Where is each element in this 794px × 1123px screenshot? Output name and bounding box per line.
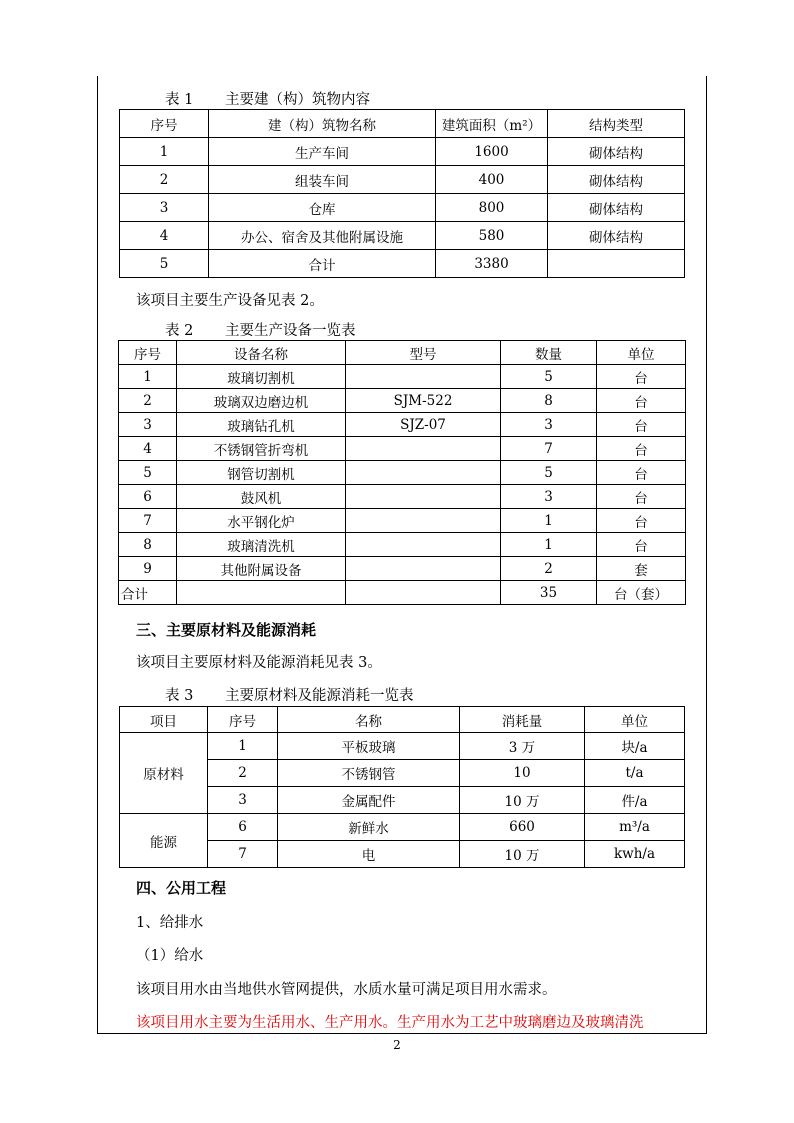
table-cell: 1 (208, 733, 278, 760)
table-cell: 2 (501, 557, 597, 581)
table-cell: 10 万 (460, 787, 585, 814)
table-cell: 玻璃清洗机 (177, 533, 346, 557)
table-cell: 电 (278, 841, 460, 868)
table-cell: 3 万 (460, 733, 585, 760)
table-cell: 4 (120, 222, 209, 250)
table1-header: 结构类型 (548, 110, 685, 138)
table-cell: 台 (597, 485, 686, 509)
table-cell: 7 (208, 841, 278, 868)
table-row (119, 413, 686, 437)
table-cell: 台 (597, 413, 686, 437)
table-cell: 5 (119, 461, 177, 485)
table2-header-row (119, 341, 686, 365)
table1-title: 主要建（构）筑物内容 (225, 92, 370, 108)
table-cell: 8 (119, 533, 177, 557)
table-cell: 3 (120, 194, 209, 222)
paragraph-water-source: 该项目用水由当地供水管网提供，水质水量可满足项目用水需求。 (136, 982, 557, 998)
table-cell: 组装车间 (209, 166, 436, 194)
table-cell: 2 (119, 389, 177, 413)
group-raw-materials: 原材料 (120, 733, 208, 814)
table-row (119, 461, 686, 485)
table-cell: SJZ-07 (346, 413, 501, 437)
table-cell: 5 (501, 365, 597, 389)
table-cell: 砌体结构 (548, 166, 685, 194)
table-cell: 2 (120, 166, 209, 194)
table-cell: 3 (501, 413, 597, 437)
table-cell (346, 485, 501, 509)
table1-label: 表 1 (165, 92, 194, 108)
table-cell: 800 (436, 194, 548, 222)
table-cell: 6 (119, 485, 177, 509)
table-cell: 9 (119, 557, 177, 581)
table-row (120, 222, 685, 250)
table3-caption (165, 684, 414, 705)
table-cell: 玻璃双边磨边机 (177, 389, 346, 413)
table-cell: 砌体结构 (548, 222, 685, 250)
section3-heading: 三、主要原材料及能源消耗 (136, 621, 317, 639)
table-cell: 5 (501, 461, 597, 485)
table3-header: 消耗量 (460, 707, 585, 733)
table-cell: 10 万 (460, 841, 585, 868)
table-cell: 660 (460, 814, 585, 841)
table-row (120, 166, 685, 194)
table-row (120, 814, 685, 841)
table3-header: 项目 (120, 707, 208, 733)
table-cell: t/a (585, 760, 685, 787)
table-cell: 1 (501, 509, 597, 533)
table-cell: 1 (119, 365, 177, 389)
table-cell: kwh/a (585, 841, 685, 868)
table-cell: 不锈钢管 (278, 760, 460, 787)
table-row (119, 533, 686, 557)
table1-header: 建（构）筑物名称 (209, 110, 436, 138)
table-cell: 7 (501, 437, 597, 461)
table-row (119, 509, 686, 533)
table-cell: 其他附属设备 (177, 557, 346, 581)
table-row (119, 365, 686, 389)
table-cell: 5 (120, 250, 209, 278)
table-cell: 35 (501, 581, 597, 605)
table-row-total (119, 581, 686, 605)
paragraph-equipment: 该项目主要生产设备见表 2。 (136, 293, 324, 309)
table-cell: 金属配件 (278, 787, 460, 814)
table-cell: 台（套） (597, 581, 686, 605)
subheading-water-supply-drainage: 1、给排水 (136, 915, 204, 931)
table-cell: 办公、宿舍及其他附属设施 (209, 222, 436, 250)
table-cell: 砌体结构 (548, 194, 685, 222)
table-row (119, 485, 686, 509)
paragraph-materials: 该项目主要原材料及能源消耗见表 3。 (136, 655, 382, 671)
table-cell: 玻璃切割机 (177, 365, 346, 389)
table-cell: 8 (501, 389, 597, 413)
subheading-water-supply: （1）给水 (136, 948, 204, 964)
table-cell (346, 557, 501, 581)
page-number: 2 (393, 1038, 401, 1052)
table-cell: 钢管切割机 (177, 461, 346, 485)
table-cell: 仓库 (209, 194, 436, 222)
table2-caption (165, 319, 356, 340)
table-row (120, 138, 685, 166)
table2-label: 表 2 (165, 323, 194, 339)
table3-label: 表 3 (165, 688, 194, 704)
table-cell: 合计 (209, 250, 436, 278)
table3-header: 名称 (278, 707, 460, 733)
table-cell (346, 365, 501, 389)
table-cell: 台 (597, 437, 686, 461)
table1-caption (165, 88, 370, 109)
table-cell: 台 (597, 509, 686, 533)
table-cell: 件/a (585, 787, 685, 814)
table-cell: 3 (119, 413, 177, 437)
table2-header: 型号 (346, 341, 501, 365)
table2 (118, 340, 686, 605)
table-cell: 台 (597, 365, 686, 389)
table-cell (346, 437, 501, 461)
table-cell: 套 (597, 557, 686, 581)
table-cell: 4 (119, 437, 177, 461)
table-cell: 鼓风机 (177, 485, 346, 509)
table3-header: 序号 (208, 707, 278, 733)
table-cell: m³/a (585, 814, 685, 841)
table3 (119, 706, 685, 868)
table-cell (346, 533, 501, 557)
table-cell: 1 (501, 533, 597, 557)
table-cell (177, 581, 346, 605)
table2-header: 设备名称 (177, 341, 346, 365)
table-cell: 3380 (436, 250, 548, 278)
table1-header: 序号 (120, 110, 209, 138)
table2-title: 主要生产设备一览表 (225, 323, 356, 339)
table-cell: 合计 (119, 581, 177, 605)
table-cell: 400 (436, 166, 548, 194)
table1 (119, 109, 685, 278)
table-cell: 不锈钢管折弯机 (177, 437, 346, 461)
group-energy: 能源 (120, 814, 208, 868)
table-cell (548, 250, 685, 278)
table3-header: 单位 (585, 707, 685, 733)
table-row (120, 250, 685, 278)
table-cell: 台 (597, 389, 686, 413)
table-cell (346, 461, 501, 485)
table-cell: SJM-522 (346, 389, 501, 413)
table-cell: 1 (120, 138, 209, 166)
table-cell: 3 (208, 787, 278, 814)
table1-header-row (120, 110, 685, 138)
table-cell: 7 (119, 509, 177, 533)
table-cell: 生产车间 (209, 138, 436, 166)
table-cell (346, 509, 501, 533)
paragraph-water-usage: 该项目用水主要为生活用水、生产用水。生产用水为工艺中玻璃磨边及玻璃清洗 (136, 1015, 644, 1031)
table-cell: 新鲜水 (278, 814, 460, 841)
table-cell: 10 (460, 760, 585, 787)
table3-header-row (120, 707, 685, 733)
table-row (119, 557, 686, 581)
table-cell: 台 (597, 461, 686, 485)
table-cell: 2 (208, 760, 278, 787)
table-cell: 3 (501, 485, 597, 509)
table-cell: 580 (436, 222, 548, 250)
table2-header: 数量 (501, 341, 597, 365)
table-cell: 水平钢化炉 (177, 509, 346, 533)
table2-header: 单位 (597, 341, 686, 365)
table-row (120, 733, 685, 760)
table-cell (346, 581, 501, 605)
table-row (119, 437, 686, 461)
table-cell: 1600 (436, 138, 548, 166)
table-cell: 台 (597, 533, 686, 557)
table-cell: 玻璃钻孔机 (177, 413, 346, 437)
table-cell: 6 (208, 814, 278, 841)
table1-header: 建筑面积（m²） (436, 110, 548, 138)
table-cell: 块/a (585, 733, 685, 760)
section4-heading: 四、公用工程 (136, 879, 227, 897)
table2-header: 序号 (119, 341, 177, 365)
table-row (119, 389, 686, 413)
table-cell: 平板玻璃 (278, 733, 460, 760)
table-cell: 砌体结构 (548, 138, 685, 166)
table3-title: 主要原材料及能源消耗一览表 (225, 688, 414, 704)
table-row (120, 194, 685, 222)
